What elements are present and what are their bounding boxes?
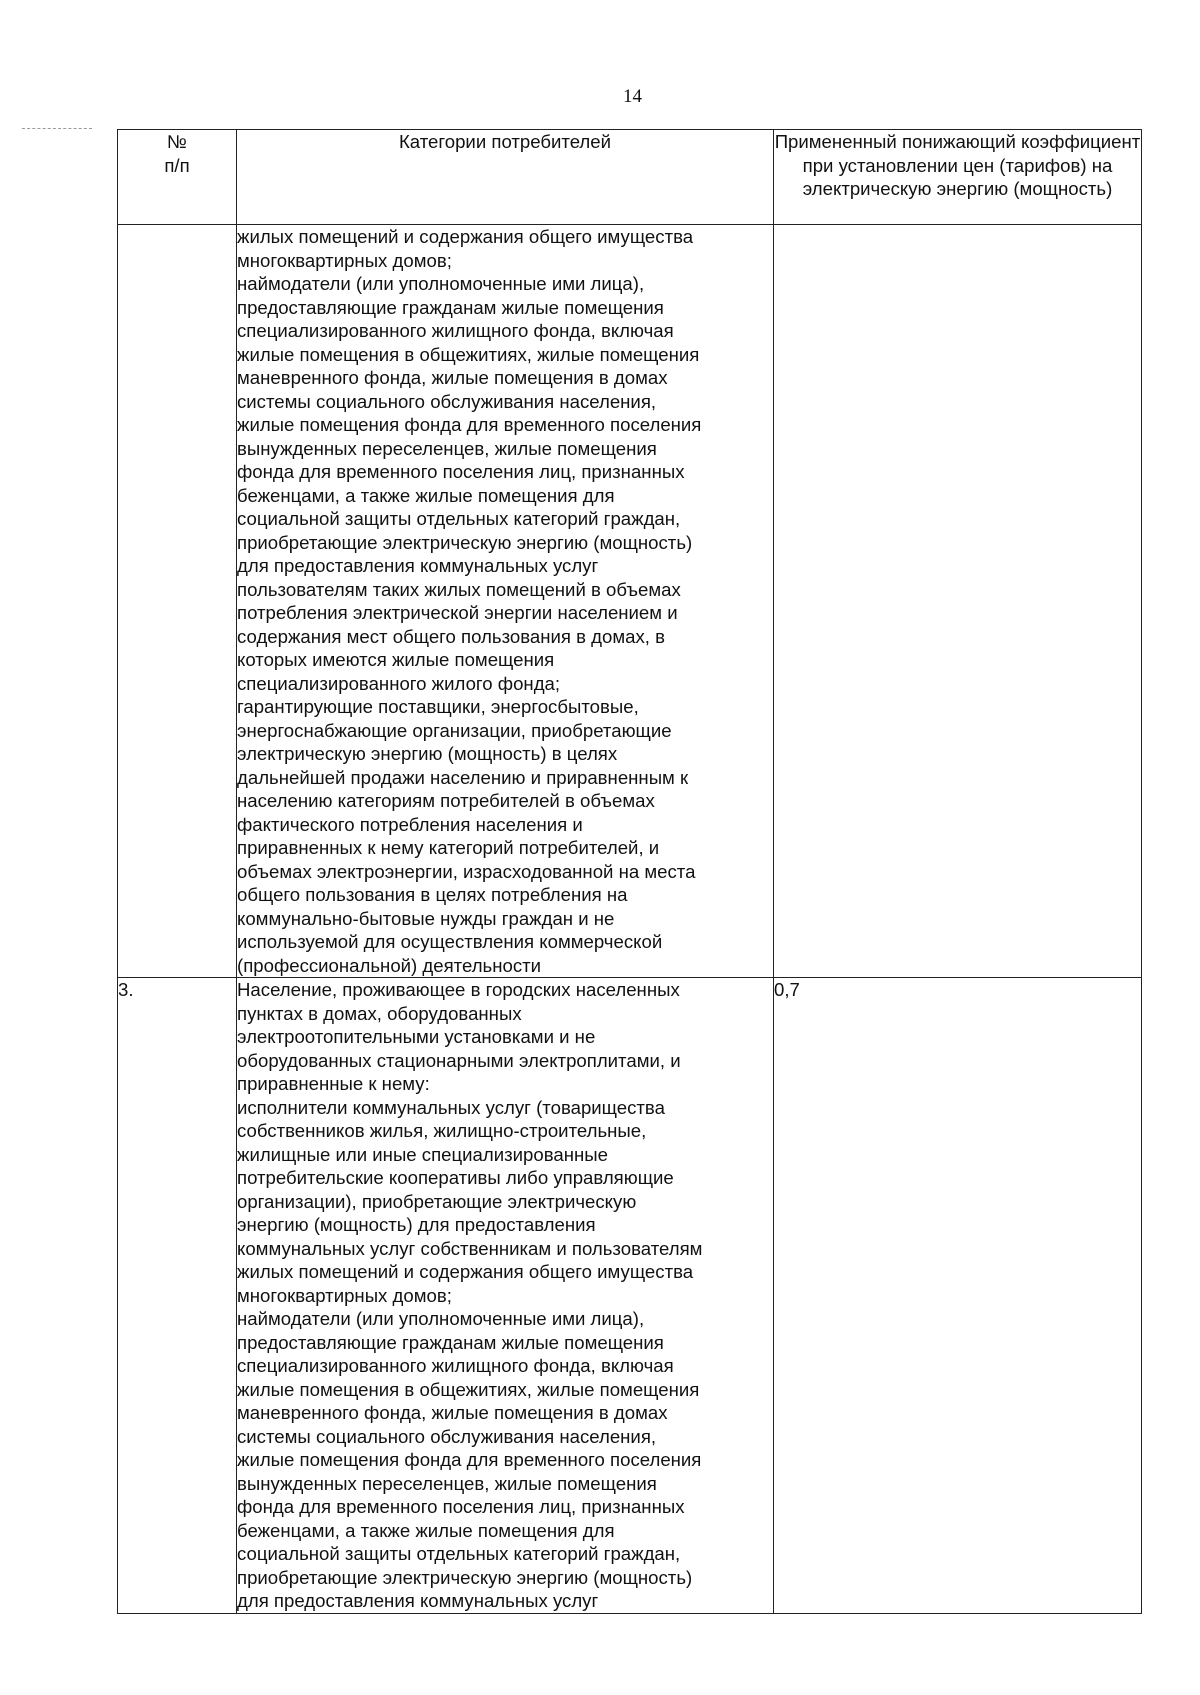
table-row [118, 978, 1142, 1614]
row-category: Население, проживающее в городских населенных пунктах в домах, оборудованных электроотопительными установками и не оборудованных стационарными электроплитами, и приравненные к нему: исполнители коммунальных услуг (товарищества собственников жилья, жилищно-строительные, жилищные или иные специализированные потребительские кооперативы либо управляющие организации), приобретающие электрическую энергию (мощность) для предоставления коммунальных услуг собственникам и пользователям жилых помещений и содержания общего имущества многоквартирных домов; наймодатели (или уполномоченные ими лица), предоставляющие гражданам жилые помещения специализированного жилищного фонда, включая жилые помещения в общежитиях, жилые помещения маневренного фонда, жилые помещения в домах системы социального обслуживания населения, жилые помещения фонда для временного поселения вынужденных переселенцев, жилые помещения фонда для временного поселения лиц, признанных беженцами, а также жилые помещения для социальной защиты отдельных категорий граждан, приобретающие электрическую энергию (мощность) для предоставления коммунальных услуг [237, 978, 774, 1614]
row-coefficient: 0,7 [774, 978, 1142, 1614]
table-header-row [118, 130, 1142, 225]
header-num: № п/п [118, 130, 237, 225]
tariff-table [117, 129, 1142, 1614]
row-num [118, 225, 237, 978]
header-category: Категории потребителей [237, 130, 774, 225]
header-coefficient: Примененный понижающий коэффициент при установлении цен (тарифов) на электрическую энергию (мощность) [774, 130, 1142, 225]
row-category: жилых помещений и содержания общего имущества многоквартирных домов; наймодатели (или уполномоченные ими лица), предоставляющие гражданам жилые помещения специализированного жилищного фонда, включая жилые помещения в общежитиях, жилые помещения маневренного фонда, жилые помещения в домах системы социального обслуживания населения, жилые помещения фонда для временного поселения вынужденных переселенцев, жилые помещения фонда для временного поселения лиц, признанных беженцами, а также жилые помещения для социальной защиты отдельных категорий граждан, приобретающие электрическую энергию (мощность) для предоставления коммунальных услуг пользователям таких жилых помещений в объемах потребления электрической энергии населением и содержания мест общего пользования в домах, в которых имеются жилые помещения специализированного жилого фонда; гарантирующие поставщики, энергосбытовые, энергоснабжающие организации, приобретающие электрическую энергию (мощность) в целях дальнейшей продажи населению и приравненным к населению категориям потребителей в объемах фактического потребления населения и приравненных к нему категорий потребителей, и объемах электроэнергии, израсходованной на места общего пользования в целях потребления на коммунально-бытовые нужды граждан и не используемой для осуществления коммерческой (профессиональной) деятельности [237, 225, 774, 978]
row-num: 3. [118, 978, 237, 1614]
table-row [118, 225, 1142, 978]
scan-artifact [22, 128, 92, 131]
page-number: 14 [623, 86, 642, 107]
row-coefficient [774, 225, 1142, 978]
